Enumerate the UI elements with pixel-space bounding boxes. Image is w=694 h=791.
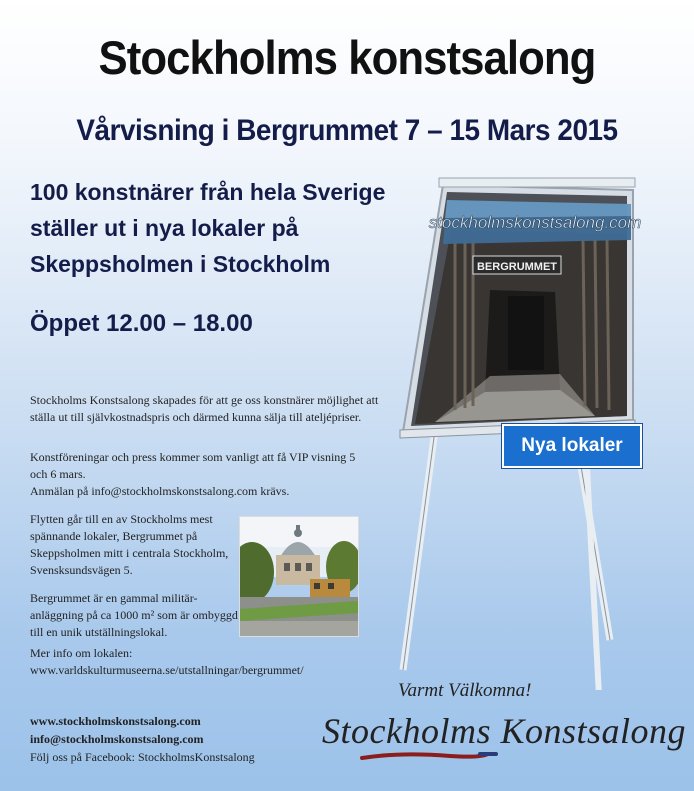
signup-text: Anmälan på info@stockholmskonstsalong.com krävs. — [30, 484, 290, 498]
headline-line: ställer ut i nya lokaler på — [30, 215, 299, 241]
more-info-label: Mer info om lokalen: — [30, 646, 133, 660]
easel-sign-text: BERGRUMMET — [476, 261, 558, 273]
opening-hours: Öppet 12.00 – 18.00 — [30, 310, 253, 337]
intro-paragraph: Stockholms Konstsalong skapades för att ge oss konstnärer möjlighet att ställa ut till självkostnadspris och därmed kunna sälja till ateljépriser. — [30, 393, 379, 424]
location-paragraph: Flytten går till en av Stockholms mest spännande lokaler, Bergrummet på Skeppsholmen mitt i centrala Stockholm, Svensksundsvägen 5. — [30, 512, 229, 577]
brush-stroke-icon — [360, 750, 500, 764]
poster-title: Stockholms konstsalong — [98, 31, 596, 84]
easel-banner-text: stockholmskonstsalong.com — [428, 213, 642, 232]
venue-paragraph: Bergrummet är en gammal militär-anläggning på ca 1000 m² som är ombyggd till en unik utställningslokal. — [30, 591, 238, 639]
vip-text: Konstföreningar och press kommer som vanligt att få VIP visning 5 och 6 mars. — [30, 450, 356, 481]
poster-subtitle: Vårvisning i Bergrummet 7 – 15 Mars 2015 — [76, 114, 618, 147]
headline-line: Skeppsholmen i Stockholm — [30, 251, 331, 277]
venue-photo — [239, 516, 359, 637]
footer-website[interactable]: www.stockholmskonstsalong.com — [30, 714, 201, 728]
new-venue-badge: Nya lokaler — [502, 424, 642, 468]
footer-email[interactable]: info@stockholmskonstsalong.com — [30, 732, 204, 746]
welcome-text: Varmt Välkomna! — [398, 680, 532, 701]
headline — [30, 174, 430, 282]
more-info-link[interactable]: www.varldskulturmuseerna.se/utstallningar/bergrummet/ — [30, 663, 304, 677]
headline-line: 100 konstnärer från hela Sverige — [30, 179, 386, 205]
footer-contacts — [30, 712, 330, 766]
footer-facebook: Följ oss på Facebook: StockholmsKonstsalong — [30, 750, 255, 764]
brand-logo: Stockholms Konstsalong — [322, 711, 687, 751]
more-info-paragraph — [30, 645, 360, 679]
vip-paragraph — [30, 449, 360, 500]
